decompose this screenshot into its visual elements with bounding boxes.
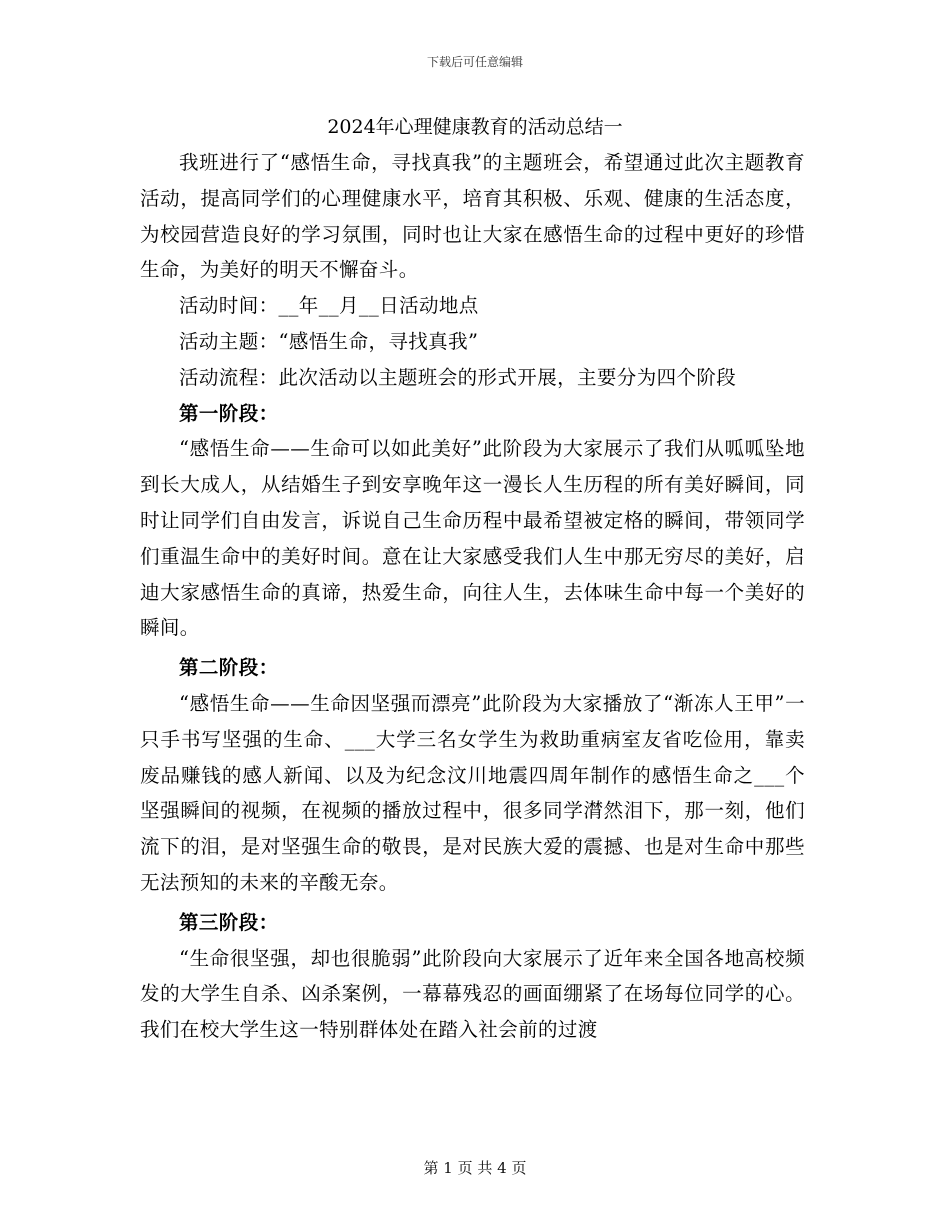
stage-3-body: “生命很坚强，却也很脆弱”此阶段向大家展示了近年来全国各地高校频发的大学生自杀、凶杀案例，一幕幕残忍的画面绷紧了在场每位同学的心。我们在校大学生这一特别群体处在踏入社会前的过渡 (140, 946, 805, 1042)
activity-time-line: 活动时间：__年__月__日活动地点 (179, 294, 479, 318)
document-title: 2024年心理健康教育的活动总结一 (327, 116, 623, 138)
header-note: 下载后可任意编辑 (426, 55, 523, 69)
page-footer: 第 1 页 共 4 页 (423, 1159, 527, 1177)
activity-process-line: 活动流程：此次活动以主题班会的形式开展，主要分为四个阶段 (179, 365, 737, 389)
activity-theme-line: 活动主题：“感悟生命，寻找真我” (179, 329, 479, 353)
intro-paragraph: 我班进行了“感悟生命，寻找真我”的主题班会，希望通过此次主题教育活动，提高同学们的心理健康水平，培育其积极、乐观、健康的生活态度，为校园营造良好的学习氛围，同时也让大家在感悟生命的过程中更好的珍惜生命，为美好的明天不懈奋斗。 (140, 151, 805, 282)
stage-1-body: “感悟生命——生命可以如此美好”此阶段为大家展示了我们从呱呱坠地到长大成人，从结婚生子到安享晚年这一漫长人生历程的所有美好瞬间，同时让同学们自由发言，诉说自己生命历程中最希望被定格的瞬间，带领同学们重温生命中的美好时间。意在让大家感受我们人生中那无穷尽的美好，启迪大家感悟生命的真谛，热爱生命，向往人生，去体味生命中每一个美好的瞬间。 (140, 437, 805, 640)
stage-2-body: “感悟生命——生命因坚强而漂亮”此阶段为大家播放了“渐冻人王甲”一只手书写坚强的生命、___大学三名女学生为救助重病室友省吃俭用，靠卖废品赚钱的感人新闻、以及为纪念汶川地震四周年制作的感悟生命之___个坚强瞬间的视频，在视频的播放过程中，很多同学潸然泪下，那一刻，他们流下的泪，是对坚强生命的敬畏，是对民族大爱的震撼、也是对生命中那些无法预知的未来的辛酸无奈。 (140, 691, 805, 894)
stage-1-heading: 第一阶段： (179, 401, 279, 425)
document-body (140, 145, 805, 1048)
stage-2-heading: 第二阶段： (179, 656, 279, 680)
stage-3-heading: 第三阶段： (179, 910, 279, 934)
